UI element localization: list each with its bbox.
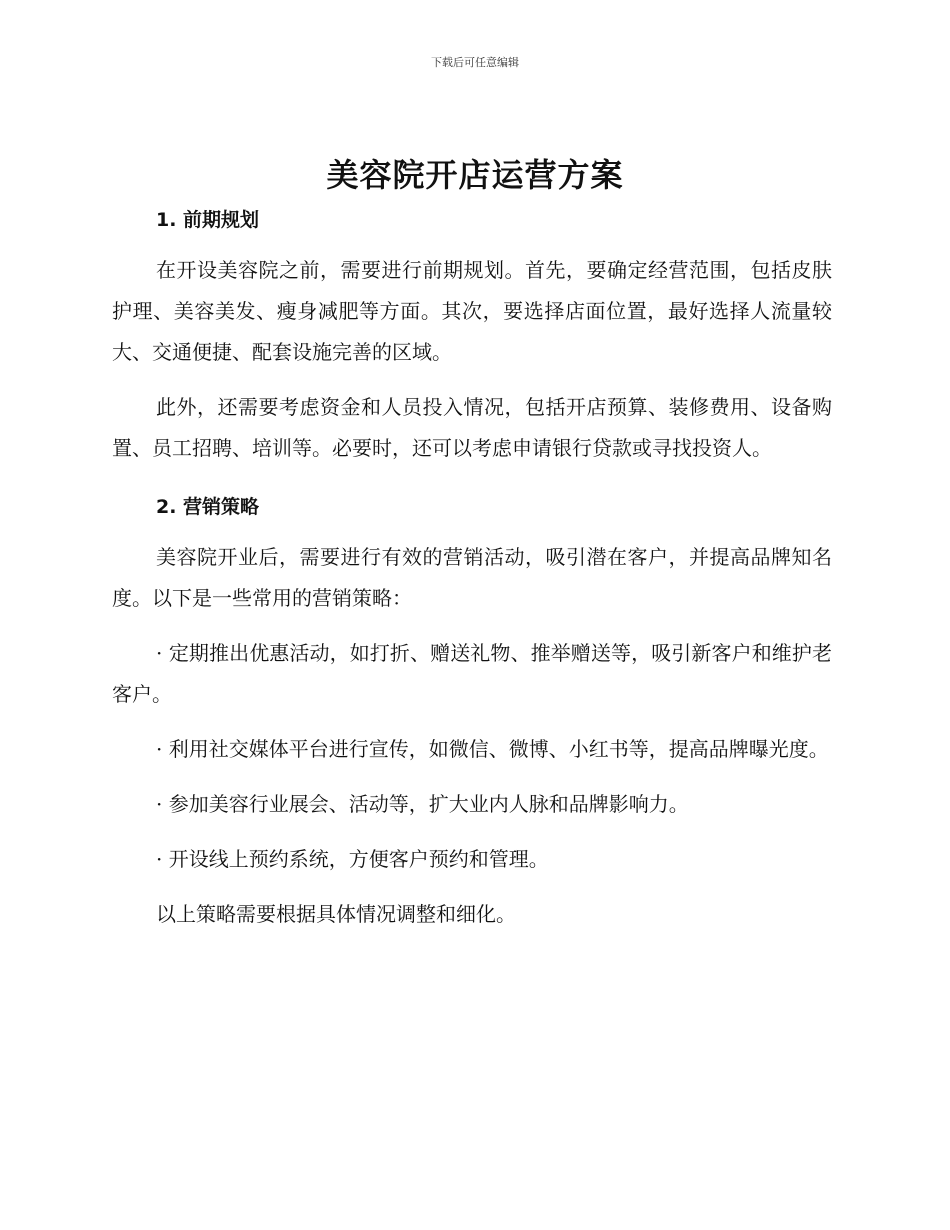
paragraph-marketing-intro: 美容院开业后，需要进行有效的营销活动，吸引潜在客户，并提高品牌知名度。以下是一些常用的营销策略： — [112, 545, 832, 610]
section-heading-marketing: 2. 营销策略 — [156, 496, 260, 518]
bullet-item-discounts: · 定期推出优惠活动，如打折、赠送礼物、推举赠送等，吸引新客户和维护老客户。 — [112, 641, 832, 706]
paragraph-conclusion: 以上策略需要根据具体情况调整和细化。 — [156, 902, 516, 926]
bullet-item-trade-shows: · 参加美容行业展会、活动等，扩大业内人脉和品牌影响力。 — [156, 792, 689, 816]
document-title: 美容院开店运营方案 — [326, 156, 624, 194]
header-note: 下载后可任意编辑 — [431, 56, 519, 69]
paragraph-planning-2: 此外，还需要考虑资金和人员投入情况，包括开店预算、装修费用、设备购置、员工招聘、培训等。必要时，还可以考虑申请银行贷款或寻找投资人。 — [112, 395, 832, 460]
bullet-item-online-booking: · 开设线上预约系统，方便客户预约和管理。 — [156, 847, 549, 871]
document-body — [112, 202, 832, 935]
paragraph-planning-1: 在开设美容院之前，需要进行前期规划。首先，要确定经营范围，包括皮肤护理、美容美发、瘦身减肥等方面。其次，要选择店面位置，最好选择人流量较大、交通便捷、配套设施完善的区域。 — [112, 258, 832, 364]
section-heading-planning: 1. 前期规划 — [156, 209, 260, 231]
bullet-item-social-media: · 利用社交媒体平台进行宣传，如微信、微博、小红书等，提高品牌曝光度。 — [156, 737, 829, 761]
